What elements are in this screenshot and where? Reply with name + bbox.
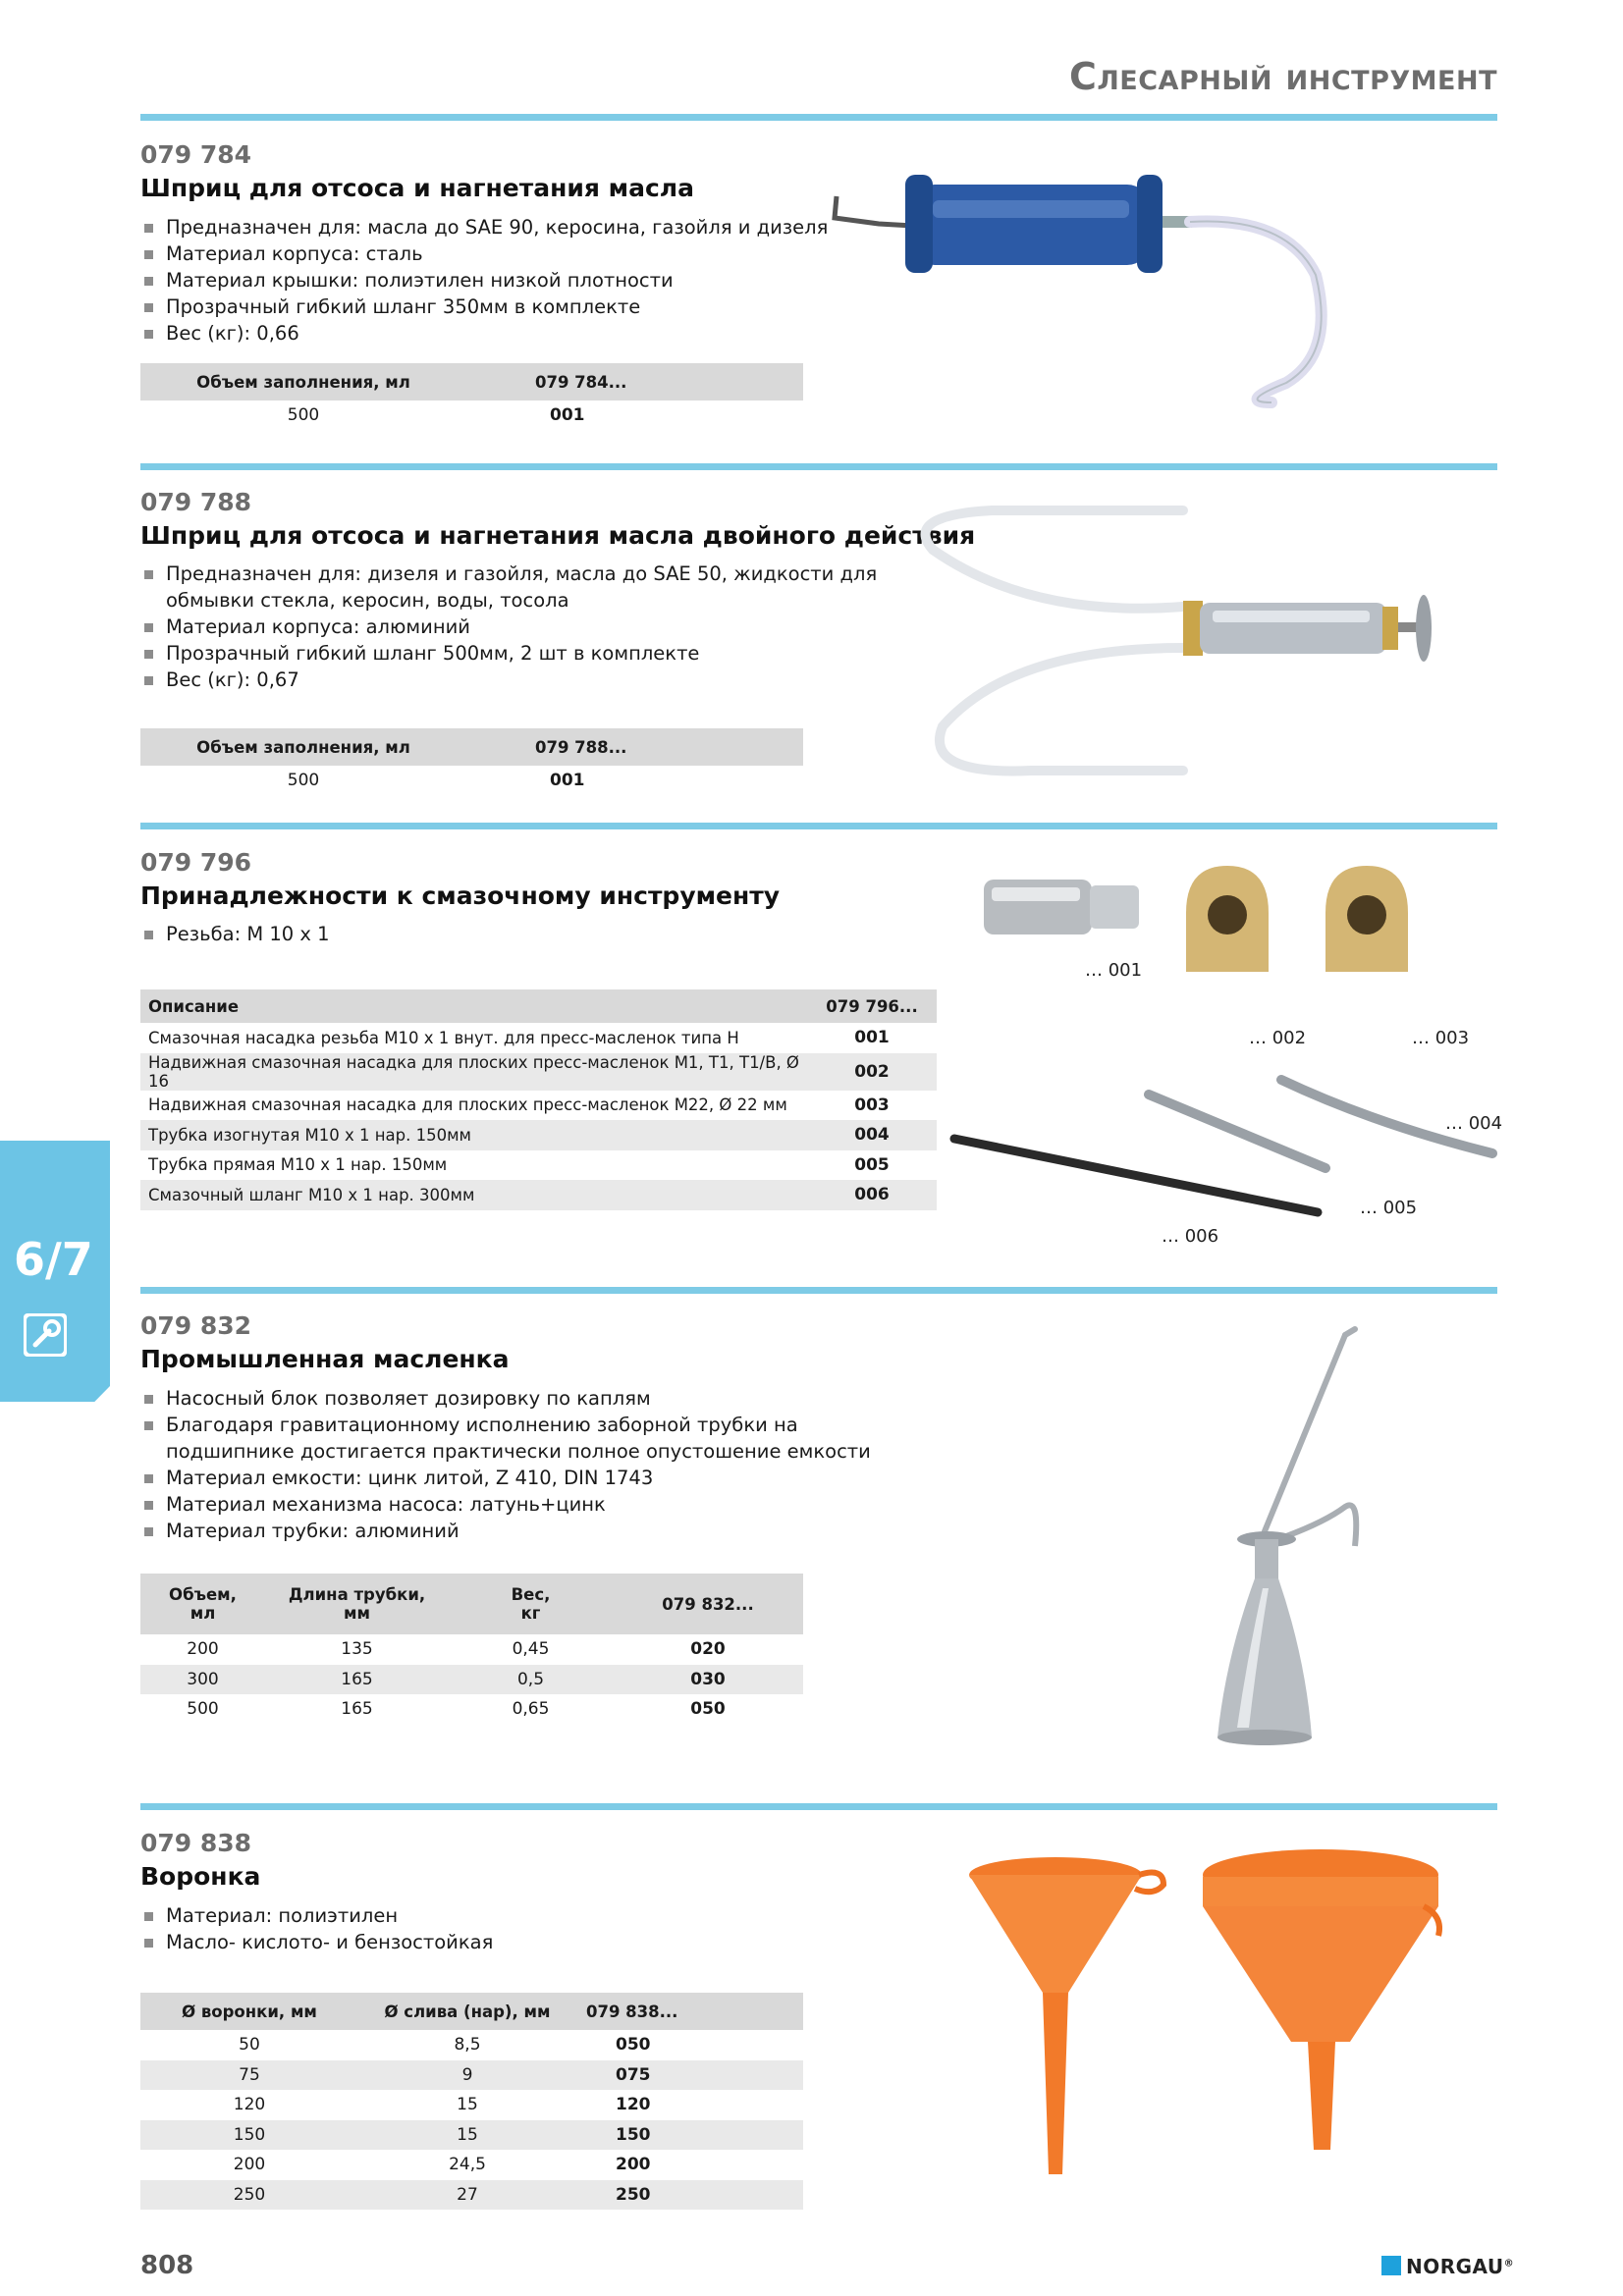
table-header (449, 1574, 613, 1634)
feature-item: Предназначен для: масла до SAE 90, керосина, газойля и дизеля (142, 214, 828, 240)
feature-list (142, 214, 828, 347)
product-code: 079 788 (140, 488, 252, 516)
section-rule (140, 823, 1497, 829)
table-row (140, 1053, 937, 1091)
feature-item: Материал емкости: цинк литой, Z 410, DIN 1743 (142, 1465, 871, 1491)
table-row (140, 2060, 803, 2091)
table-cell: 165 (265, 1665, 449, 1695)
callout-label: … 004 (1445, 1113, 1503, 1134)
header-line: мм (344, 1604, 370, 1623)
table-cell: 500 (287, 771, 320, 791)
table-cell: 200 (616, 2155, 651, 2175)
header-line: Длина трубки, (288, 1585, 426, 1604)
table-header: 079 838... (576, 1993, 803, 2030)
table-row (140, 400, 803, 431)
table-cell: 165 (341, 1699, 373, 1720)
product-title: Шприц для отсоса и нагнетания масла (140, 174, 694, 202)
table-row (140, 1150, 937, 1181)
table-cell: 075 (576, 2060, 803, 2091)
table-cell: 050 (690, 1699, 726, 1720)
table-row (140, 1023, 937, 1053)
feature-item: Материал корпуса: алюминий (142, 614, 877, 640)
feature-list (142, 561, 877, 693)
table-cell: Надвижная смазочная насадка для плоских пресс-масленок М1, Т1, Т1/В, Ø 16 (140, 1053, 807, 1091)
table-cell: 006 (807, 1180, 937, 1210)
header-line: мл (189, 1604, 216, 1623)
product-code: 079 832 (140, 1311, 252, 1340)
spec-table (140, 728, 803, 796)
table-cell: Надвижная смазочная насадка для плоских пресс-масленок М22, Ø 22 мм (148, 1095, 787, 1115)
table-cell: 200 (187, 1639, 219, 1660)
feature-item: Благодаря гравитационному исполнению заборной трубки на (142, 1412, 871, 1438)
product-code: 079 784 (140, 140, 252, 169)
table-header: Объем заполнения, мл (140, 728, 466, 766)
table-cell: 120 (616, 2095, 651, 2115)
feature-list (142, 1902, 493, 1955)
table-cell: 8,5 (454, 2035, 481, 2056)
table-cell: 24,5 (449, 2155, 486, 2175)
brand-logo-square (1381, 2256, 1401, 2275)
table-header: 079 784... (466, 363, 803, 400)
table-cell: 0,5 (449, 1665, 613, 1695)
callout-label: … 005 (1360, 1198, 1418, 1218)
table-cell: Смазочный шланг М10 х 1 нар. 300мм (140, 1180, 807, 1210)
table-row (140, 1120, 937, 1150)
brand-logo (1406, 2255, 1514, 2278)
table-row (140, 2030, 803, 2060)
table-header: 079 796... (807, 989, 937, 1023)
feature-item: Вес (кг): 0,66 (142, 320, 828, 347)
table-cell: 250 (576, 2180, 803, 2211)
header-line: Вес, (511, 1585, 551, 1604)
product-code: 079 796 (140, 848, 252, 877)
table-cell: 005 (854, 1154, 890, 1175)
product-title: Принадлежности к смазочному инструменту (140, 881, 781, 910)
feature-text: обмывки стекла, керосин, воды, тосола (166, 589, 569, 612)
table-cell: 001 (854, 1028, 890, 1048)
feature-item: Материал: полиэтилен (142, 1902, 493, 1929)
table-row (140, 2090, 803, 2120)
callout-label: … 003 (1412, 1028, 1470, 1048)
table-cell: 135 (341, 1639, 373, 1660)
feature-item-continuation (142, 587, 877, 614)
feature-item: Вес (кг): 0,67 (142, 667, 877, 693)
table-cell: 002 (807, 1053, 937, 1091)
spec-table (140, 1993, 803, 2210)
feature-text: подшипнике достигается практически полное опустошение емкости (166, 1440, 871, 1463)
feature-item: Резьба: М 10 х 1 (142, 921, 330, 947)
table-cell: Смазочная насадка резьба М10 х 1 внут. для пресс-масленок типа Н (148, 1028, 739, 1047)
table-cell: 001 (550, 405, 585, 426)
table-row (140, 2120, 803, 2151)
table-row (140, 2150, 803, 2180)
callout-label: … 002 (1249, 1028, 1307, 1048)
table-cell: 500 (287, 405, 320, 426)
table-row (140, 2180, 803, 2211)
product-title: Шприц для отсоса и нагнетания масла двойного действия (140, 521, 976, 550)
spec-table (140, 363, 803, 431)
table-cell: 004 (807, 1120, 937, 1150)
feature-item: Материал механизма насоса: латунь+цинк (142, 1491, 871, 1518)
feature-item-continuation (142, 1438, 871, 1465)
table-cell: 27 (358, 2180, 576, 2211)
funnel-image (943, 1845, 1492, 2179)
table-cell: 050 (616, 2035, 651, 2056)
page-number: 808 (140, 2251, 194, 2280)
product-code: 079 838 (140, 1829, 252, 1857)
table-row (140, 1180, 937, 1210)
table-cell: 003 (854, 1095, 890, 1115)
table-cell: 9 (358, 2060, 576, 2091)
table-cell: 150 (140, 2120, 358, 2151)
feature-item: Материал крышки: полиэтилен низкой плотности (142, 267, 828, 294)
table-cell: Трубка изогнутая М10 х 1 нар. 150мм (140, 1120, 807, 1150)
header-rule (140, 114, 1497, 121)
brand-mark: ® (1503, 2258, 1515, 2269)
table-row (140, 1694, 803, 1725)
table-header: Объем заполнения, мл (140, 363, 466, 400)
table-header: Описание (140, 989, 807, 1023)
table-header: 079 832... (613, 1574, 803, 1634)
spec-table (140, 1574, 803, 1725)
feature-item: Материал корпуса: сталь (142, 240, 828, 267)
callout-label: … 006 (1162, 1226, 1219, 1247)
table-cell: 15 (457, 2095, 478, 2115)
table-row (140, 766, 803, 796)
table-cell: 200 (233, 2155, 266, 2175)
table-cell: 120 (233, 2095, 266, 2115)
table-cell: 250 (140, 2180, 358, 2211)
callout-label: … 001 (1085, 960, 1143, 981)
table-header (140, 1574, 265, 1634)
chapter-number: 6/7 (14, 1233, 93, 1286)
wrench-icon (24, 1313, 67, 1357)
table-cell: 500 (187, 1699, 219, 1720)
header-line: Объем, (169, 1585, 237, 1604)
feature-item: Масло- кислото- и бензостойкая (142, 1929, 493, 1955)
feature-item: Материал трубки: алюминий (142, 1518, 871, 1544)
section-rule (140, 463, 1497, 470)
table-cell: 001 (550, 771, 585, 791)
table-cell: 75 (140, 2060, 358, 2091)
brand-name: NORGAU (1406, 2255, 1504, 2278)
table-row (140, 1665, 803, 1695)
table-cell: 0,45 (512, 1639, 550, 1660)
table-header: Ø слива (нар), мм (358, 1993, 576, 2030)
table-cell: 030 (613, 1665, 803, 1695)
accessories-table (140, 989, 937, 1210)
double-action-syringe-image (913, 491, 1502, 785)
table-header: Ø воронки, мм (140, 1993, 358, 2030)
section-title: Слесарный инструмент (1068, 55, 1497, 98)
table-cell: 0,65 (512, 1699, 550, 1720)
feature-list (142, 921, 330, 947)
feature-item: Предназначен для: дизеля и газойля, масла до SAE 50, жидкости для (142, 561, 877, 587)
table-cell: 15 (358, 2120, 576, 2151)
table-cell: 50 (239, 2035, 260, 2056)
table-row (140, 1091, 937, 1121)
product-title: Промышленная масленка (140, 1345, 510, 1373)
feature-item: Насосный блок позволяет дозировку по каплям (142, 1385, 871, 1412)
product-title: Воронка (140, 1862, 261, 1891)
feature-list (142, 1385, 871, 1544)
table-row (140, 1634, 803, 1665)
table-cell: 300 (140, 1665, 265, 1695)
table-header (265, 1574, 449, 1634)
table-header: 079 788... (466, 728, 803, 766)
section-rule (140, 1287, 1497, 1294)
table-cell: Трубка прямая М10 х 1 нар. 150мм (148, 1155, 448, 1175)
feature-item: Прозрачный гибкий шланг 350мм в комплекте (142, 294, 828, 320)
grease-syringe-image (825, 157, 1502, 422)
section-rule (140, 1803, 1497, 1810)
header-line: кг (520, 1604, 541, 1623)
oil-can-image (1198, 1325, 1394, 1757)
table-cell: 150 (576, 2120, 803, 2151)
feature-item: Прозрачный гибкий шланг 500мм, 2 шт в комплекте (142, 640, 877, 667)
table-cell: 020 (690, 1639, 726, 1660)
